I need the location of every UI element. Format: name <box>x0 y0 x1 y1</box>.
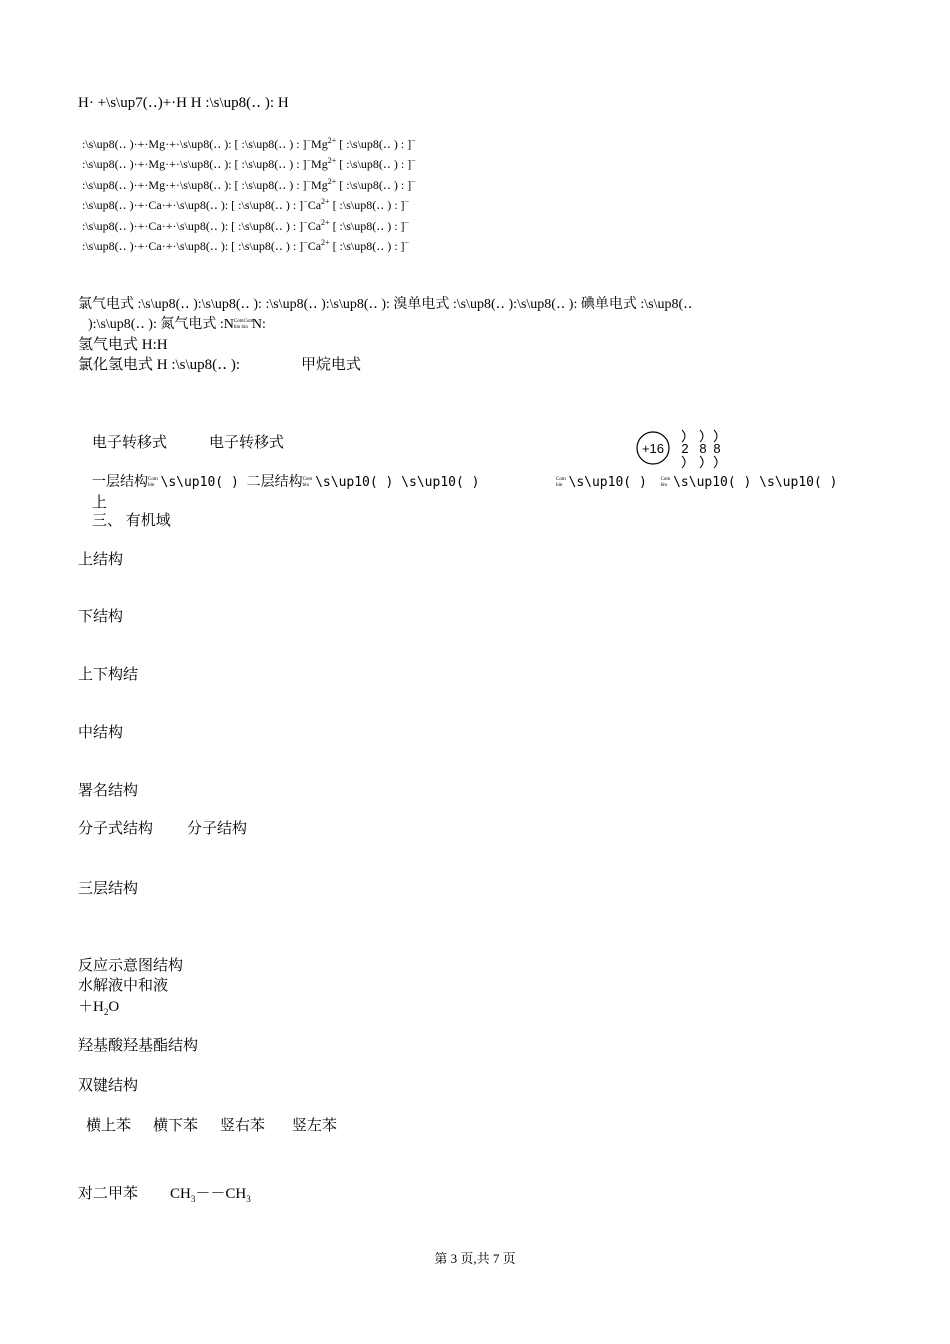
formula-part-b: －－CH <box>195 1186 247 1202</box>
nitrogen-formula-b: N: <box>251 317 266 332</box>
nucleus-charge: +16 <box>641 441 665 456</box>
charge: 2+ <box>321 197 330 206</box>
tiny-combin: Com bin <box>148 476 158 488</box>
top-structure-label: 上结构 <box>78 552 124 568</box>
mg-row-right: [ :\s\up8(‥ ) : ] <box>339 178 412 192</box>
minus-sign: − <box>303 218 308 227</box>
top-bottom-structure-label: 上下构结 <box>78 667 139 683</box>
hydroxy-acid-label: 羟基酸羟基酯结构 <box>78 1038 199 1054</box>
p-xylene-formula <box>170 1185 251 1203</box>
benzene-label-1: 横上苯 <box>86 1118 132 1134</box>
mg-row-right: [ :\s\up8(‥ ) : ] <box>339 157 412 171</box>
layer1-formula: \s\up10( ) <box>160 475 247 490</box>
formula-sub-1: 3 <box>190 1194 196 1204</box>
mg-symbol: Mg <box>311 157 328 171</box>
ca-row-right: [ :\s\up8(‥ ) : ] <box>332 198 405 212</box>
hydrogen-formula: 氢气电式 H:H <box>78 337 168 353</box>
ca-formula-row <box>82 196 409 214</box>
charge: 2+ <box>327 136 337 145</box>
ca-symbol: Ca <box>307 239 322 253</box>
ca-formula-row <box>82 217 409 235</box>
tiny-combin: Com bin <box>302 476 313 488</box>
minus-sign: − <box>306 177 312 186</box>
nitrogen-formula-a: ):\s\up8(‥ ): 氮气电式 :N <box>88 317 234 332</box>
double-bond-label: 双键结构 <box>78 1078 139 1094</box>
tiny-combin: Com bin <box>660 476 671 488</box>
mg-row-left: :\s\up8(‥ )·+·Mg·+·\s\up8(‥ ): [ :\s\up8(‥ ) : ] <box>82 178 307 192</box>
benzene-label-2: 横下苯 <box>153 1118 199 1134</box>
charge: 2+ <box>321 238 330 247</box>
water-post: O <box>108 999 120 1015</box>
signature-structure-label: 署名结构 <box>78 783 139 799</box>
charge: 2+ <box>327 156 337 165</box>
mg-row-left: :\s\up8(‥ )·+·Mg·+·\s\up8(‥ ): [ :\s\up8(‥ ) : ] <box>82 137 307 151</box>
ca-formula-row <box>82 237 409 255</box>
formula-part-a: CH <box>170 1186 191 1202</box>
ca-row-right: [ :\s\up8(‥ ) : ] <box>332 239 405 253</box>
mg-formula-row <box>82 135 416 153</box>
stray-char: 上 <box>92 495 108 511</box>
hydrolysis-label: 水解液中和液 <box>78 978 169 994</box>
halogen-formulas-cont <box>88 316 266 334</box>
bottom-structure-label: 下结构 <box>78 609 124 625</box>
ca-row-right: [ :\s\up8(‥ ) : ] <box>332 219 405 233</box>
water-sub: 2 <box>103 1007 109 1017</box>
layer2-formula: \s\up10( ) \s\up10( ) <box>315 475 480 490</box>
ca-symbol: Ca <box>307 198 322 212</box>
benzene-label-4: 竖左苯 <box>292 1118 338 1134</box>
charge: 2+ <box>327 177 337 186</box>
mg-formula-row <box>82 155 416 173</box>
ca-symbol: Ca <box>307 219 322 233</box>
mg-formula-row <box>82 176 416 194</box>
minus-sign: − <box>411 177 416 186</box>
molecular-formula-label: 分子式结构 <box>78 821 154 837</box>
mg-row-right: [ :\s\up8(‥ ) : ] <box>339 137 412 151</box>
reaction-diagram-label: 反应示意图结构 <box>78 958 184 974</box>
section-3-heading: 三、 有机域 <box>92 513 171 529</box>
layer2-label: 二层结构 <box>246 475 303 490</box>
halogen-formulas: 氯气电式 :\s\up8(‥ ):\s\up8(‥ ): :\s\up8(‥ ):\s\up8(‥ ): 溴单电式 :\s\up8(‥ ):\s\up8(‥ ): 碘单电式 :\s\up8(‥ <box>78 297 693 312</box>
transfer-label-2: 电子转移式 <box>209 435 285 451</box>
ca-row-left: :\s\up8(‥ )·+·Ca·+·\s\up8(‥ ): [ :\s\up8(‥ ) : ] <box>82 239 304 253</box>
molecular-structure-label: 分子结构 <box>187 821 248 837</box>
minus-sign: − <box>411 136 416 145</box>
ca-row-left: :\s\up8(‥ )·+·Ca·+·\s\up8(‥ ): [ :\s\up8(‥ ) : ] <box>82 219 304 233</box>
middle-structure-label: 中结构 <box>78 725 124 741</box>
dot-formula-h2: H· +\s\up7(‥)+·H H :\s\up8(‥ ): H <box>78 95 289 111</box>
three-layer-structure-label: 三层结构 <box>78 881 139 897</box>
minus-sign: − <box>303 197 308 206</box>
p-xylene-label: 对二甲苯 <box>78 1186 139 1202</box>
mg-row-left: :\s\up8(‥ )·+·Mg·+·\s\up8(‥ ): [ :\s\up8(‥ ) : ] <box>82 157 307 171</box>
layer-structures-row <box>92 474 479 492</box>
hcl-formula: 氯化氢电式 H :\s\up8(‥ ): <box>78 357 241 373</box>
water-pre: ＋H <box>78 999 104 1015</box>
mg-symbol: Mg <box>311 137 328 151</box>
transfer-label-1: 电子转移式 <box>92 435 168 451</box>
minus-sign: − <box>306 156 312 165</box>
shell-3-count: 8 <box>713 441 721 456</box>
minus-sign: − <box>303 238 308 247</box>
charge: 2+ <box>321 218 330 227</box>
benzene-label-3: 竖右苯 <box>220 1118 266 1134</box>
sulfur-atom-structure-diagram <box>634 428 724 472</box>
tiny-combin: ComCom bin bin <box>233 318 254 330</box>
ca-row-left: :\s\up8(‥ )·+·Ca·+·\s\up8(‥ ): [ :\s\up8(‥ ) : ] <box>82 198 304 212</box>
minus-sign: − <box>306 136 312 145</box>
methane-label: 甲烷电式 <box>301 357 362 373</box>
layer-structures-row-right <box>556 474 837 492</box>
minus-sign: − <box>404 238 410 247</box>
minus-sign: − <box>404 218 410 227</box>
minus-sign: − <box>404 197 410 206</box>
mg-symbol: Mg <box>311 178 328 192</box>
layer1-label: 一层结构 <box>92 475 148 490</box>
formula-sub-2: 3 <box>246 1194 251 1204</box>
shell-2-count: 8 <box>699 441 707 456</box>
minus-sign: − <box>411 156 416 165</box>
water-formula <box>78 998 119 1016</box>
layer4-formula: \s\up10( ) \s\up10( ) <box>673 475 838 490</box>
layer3-formula: \s\up10( ) <box>568 475 655 490</box>
shell-1-count: 2 <box>681 441 689 456</box>
tiny-combin: Com bin <box>556 476 566 488</box>
page-footer: 第 3 页,共 7 页 <box>434 1251 516 1266</box>
